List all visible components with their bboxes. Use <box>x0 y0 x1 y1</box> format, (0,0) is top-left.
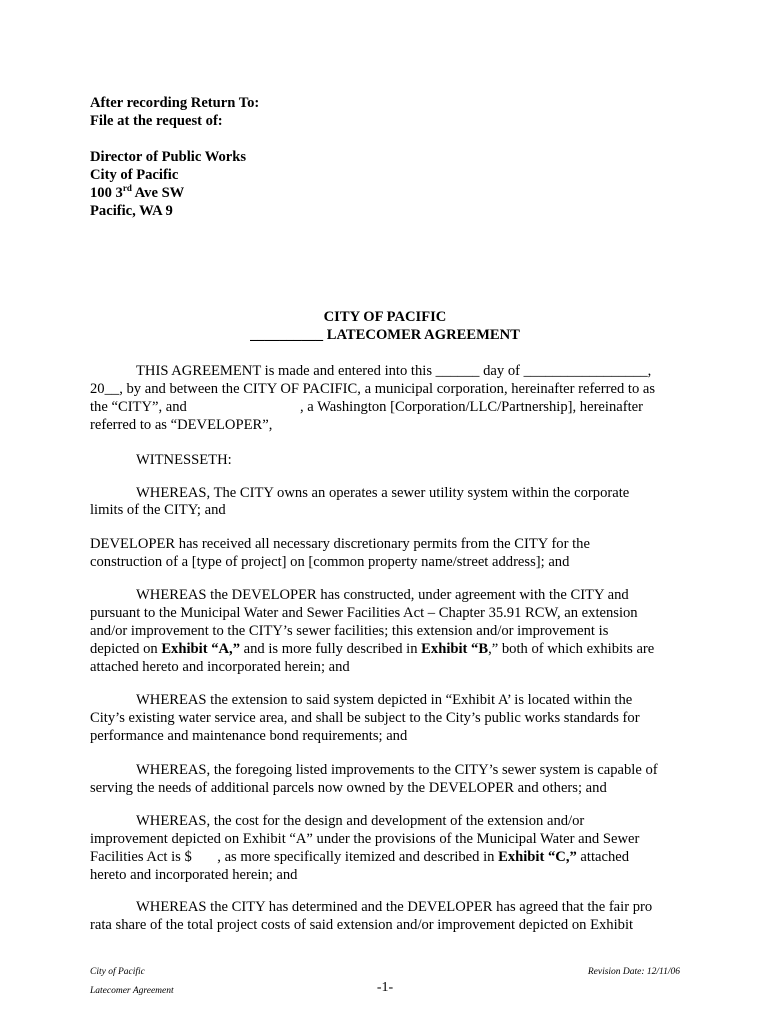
paragraph-line: WHEREAS, The CITY owns an operates a sewer utility system within the corporate <box>136 485 630 501</box>
footer-revision-date: Revision Date: 12/11/06 <box>587 967 680 977</box>
paragraph-line: construction of a [type of project] on [common property name/street address]; and <box>90 554 570 570</box>
exhibit-c-ref: Exhibit “C,” <box>498 849 577 865</box>
address-line-4: Pacific, WA 9 <box>90 203 173 219</box>
paragraph-line: rata share of the total project costs of said extension and/or improvement depicted on Exhibit <box>90 917 634 933</box>
request-of-label: File at the request of: <box>90 113 223 129</box>
address-line-2: City of Pacific <box>90 167 179 183</box>
paragraph-line: improvement depicted on Exhibit “A” under the provisions of the Municipal Water and Sewer <box>90 831 640 847</box>
document-title: CITY OF PACIFIC <box>323 309 447 325</box>
paragraph-line: depicted on Exhibit “A,” and is more fully described in Exhibit “B,” both of which exhibits are <box>90 641 655 657</box>
paragraph-line: Facilities Act is $ , as more specifically itemized and described in Exhibit “C,” attached <box>90 849 630 865</box>
paragraph-line: referred to as “DEVELOPER”, <box>90 417 273 433</box>
paragraph-line: the “CITY”, and , a Washington [Corporation/LLC/Partnership], hereinafter <box>90 399 643 415</box>
paragraph-line: WHEREAS the DEVELOPER has constructed, under agreement with the CITY and <box>136 587 629 603</box>
paragraph-line: serving the needs of additional parcels now owned by the DEVELOPER and others; and <box>90 780 607 796</box>
paragraph-line: and/or improvement to the CITY’s sewer facilities; this extension and/or improvement is <box>90 623 609 639</box>
exhibit-a-ref: Exhibit “A,” <box>161 641 240 657</box>
paragraph-line: DEVELOPER has received all necessary discretionary permits from the CITY for the <box>90 536 590 552</box>
paragraph-line: performance and maintenance bond requirements; and <box>90 728 408 744</box>
exhibit-b-ref: Exhibit “B <box>421 641 489 657</box>
paragraph-line: City’s existing water service area, and shall be subject to the City’s public works standards for <box>90 710 640 726</box>
paragraph-line: limits of the CITY; and <box>90 502 226 518</box>
footer-city: City of Pacific <box>90 967 145 977</box>
address-line-3: 100 3rd Ave SW <box>90 183 185 201</box>
paragraph-line: WHEREAS, the cost for the design and development of the extension and/or <box>136 813 585 829</box>
paragraph-line: 20__, by and between the CITY OF PACIFIC, a municipal corporation, hereinafter referred to as <box>90 381 656 397</box>
paragraph-line: WHEREAS the extension to said system depicted in “Exhibit A’ is located within the <box>136 692 633 708</box>
paragraph-line: hereto and incorporated herein; and <box>90 867 298 883</box>
document-subtitle: __________ LATECOMER AGREEMENT <box>250 327 520 343</box>
paragraph-line: WHEREAS the CITY has determined and the DEVELOPER has agreed that the fair pro <box>136 899 653 915</box>
paragraph-line: THIS AGREEMENT is made and entered into this ______ day of _________________, <box>136 363 652 379</box>
paragraph-line: pursuant to the Municipal Water and Sewer Facilities Act – Chapter 35.91 RCW, an extension <box>90 605 638 621</box>
footer-doc-name: Latecomer Agreement <box>90 986 174 996</box>
witnesseth-heading: WITNESSETH: <box>136 452 232 468</box>
address-line-1: Director of Public Works <box>90 149 247 165</box>
return-to-label: After recording Return To: <box>90 95 260 111</box>
page-number: -1- <box>376 980 394 995</box>
paragraph-line: WHEREAS, the foregoing listed improvements to the CITY’s sewer system is capable of <box>136 762 658 778</box>
paragraph-line: attached hereto and incorporated herein; and <box>90 659 350 675</box>
